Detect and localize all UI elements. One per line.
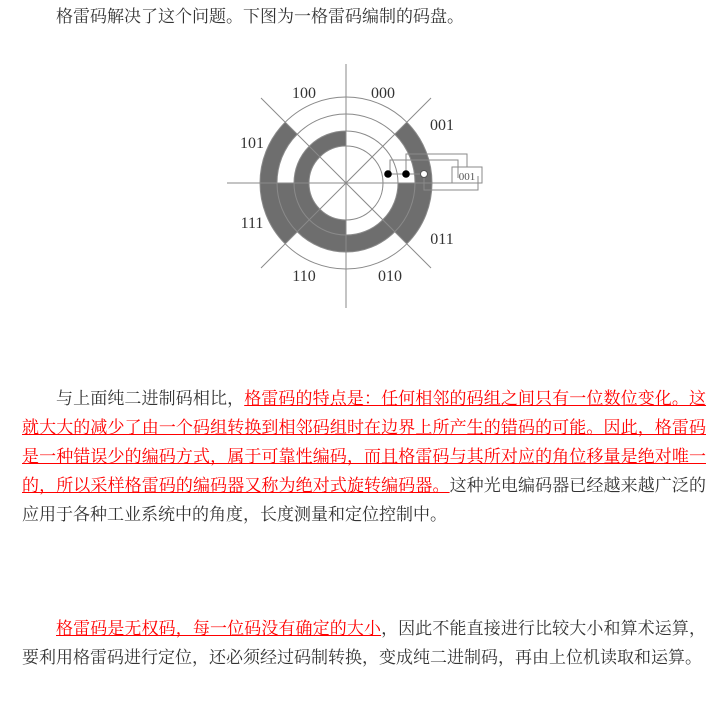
label-001: 001 — [430, 117, 454, 134]
label-101: 101 — [240, 135, 264, 152]
features-highlight: 格雷码的特点是：任何相邻的码组之间只有一位数位变化。这就大大的减少了由一个码组转换到相邻码组时在边界上所产生的错码的可能。因此，格雷码是一种错误少的编码方式，属于可靠性编码，而且格雷码与其所对应的角位移量是绝对唯一的，所以采样格雷码的编码器又称为绝对式旋转编码器。 — [22, 389, 707, 496]
label-110: 110 — [292, 268, 316, 285]
unweighted-rest: ，因此不能直接进行比较大小和算术运算，要利用格雷码进行定位，还必须经过码制转换，变成纯二进制码，再由上位机读取和运算。 — [22, 619, 707, 668]
intro-paragraph — [22, 3, 706, 32]
label-111: 111 — [240, 215, 264, 232]
sensor-dot-1 — [384, 170, 392, 178]
unweighted-paragraph — [22, 615, 706, 673]
label-000: 000 — [371, 85, 395, 102]
gray-code-disc-diagram — [220, 60, 500, 320]
features-paragraph — [22, 385, 706, 530]
gray-code-disc-figure — [220, 60, 500, 320]
features-intro: 与上面纯二进制码相比， — [56, 389, 245, 409]
unweighted-highlight: 格雷码是无权码，每一位码没有确定的大小 — [56, 619, 382, 639]
label-010: 010 — [378, 268, 402, 285]
intro-text: 格雷码解决了这个问题。下图为一格雷码编制的码盘。 — [56, 7, 464, 27]
features-rest: 这种光电编码器已经越来越广泛的应用于各种工业系统中的角度，长度测量和定位控制中。 — [22, 476, 707, 525]
label-011: 011 — [430, 231, 454, 248]
label-100: 100 — [292, 85, 316, 102]
sensor-dot-2 — [402, 170, 410, 178]
readout-label: 001 — [458, 171, 476, 183]
sensor-dot-3 — [421, 171, 428, 178]
